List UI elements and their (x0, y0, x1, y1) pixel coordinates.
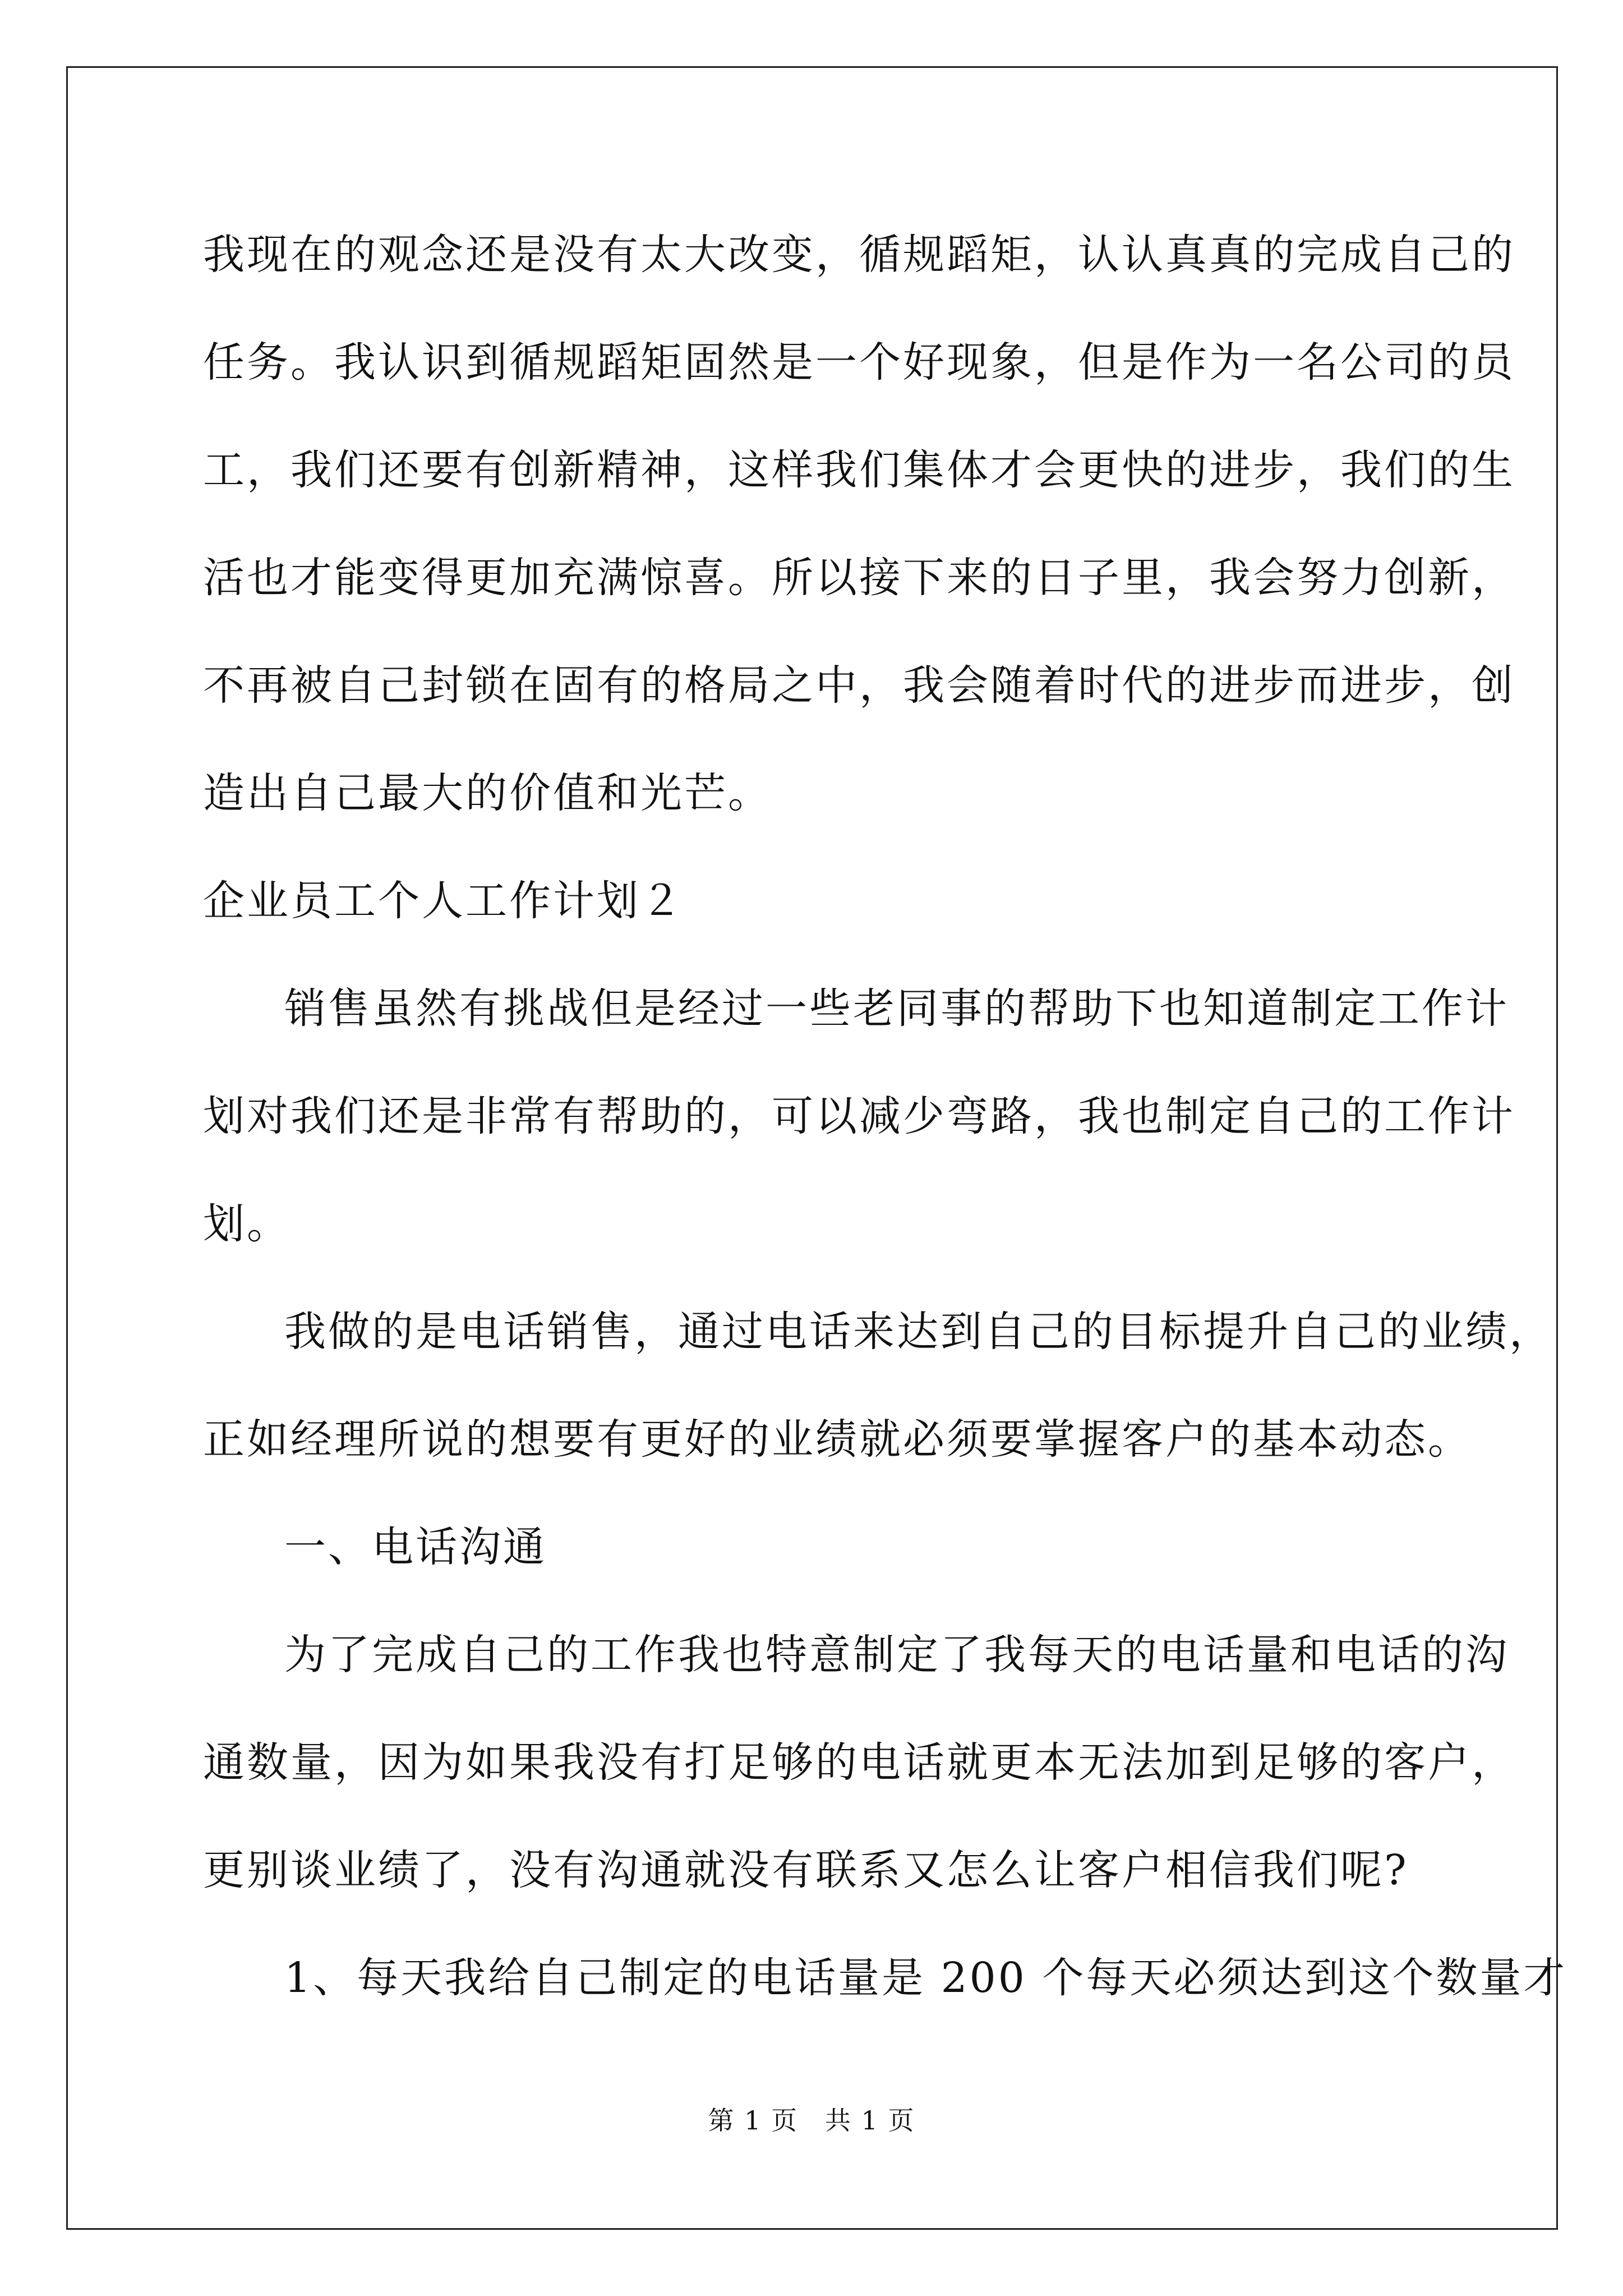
text-line: 更别谈业绩了，没有沟通就没有联系又怎么让客户相信我们呢? (203, 1846, 1409, 1894)
text-line: 我现在的观念还是没有太大改变，循规蹈矩，认认真真的完成自己的 (203, 231, 1515, 279)
page-footer: 第 1 页 共 1 页 (708, 2105, 915, 2136)
text-line: 销售虽然有挑战但是经过一些老同事的帮助下也知道制定工作计 (284, 984, 1509, 1033)
page-frame (66, 66, 1567, 2230)
subheading: 一、电话沟通 (284, 1523, 547, 1571)
text-line: 划对我们还是非常有帮助的，可以减少弯路，我也制定自己的工作计 (203, 1092, 1515, 1140)
section-heading: 企业员工个人工作计划２ (203, 877, 684, 925)
text-line: 活也才能变得更加充满惊喜。所以接下来的日子里，我会努力创新， (203, 554, 1515, 602)
text-line: 1、每天我给自己制定的电话量是 200 个每天必须达到这个数量才 (284, 1954, 1567, 2002)
text-line: 任务。我认识到循规蹈矩固然是一个好现象，但是作为一名公司的员 (203, 338, 1515, 386)
text-line: 我做的是电话销售，通过电话来达到自己的目标提升自己的业绩， (284, 1308, 1553, 1356)
text-line: 为了完成自己的工作我也特意制定了我每天的电话量和电话的沟 (284, 1631, 1509, 1679)
text-line: 正如经理所说的想要有更好的业绩就必须要掌握客户的基本动态。 (203, 1415, 1472, 1464)
text-line: 通数量，因为如果我没有打足够的电话就更本无法加到足够的客户， (203, 1738, 1515, 1787)
text-line: 造出自己最大的价值和光芒。 (203, 769, 772, 817)
text-line: 工，我们还要有创新精神，这样我们集体才会更快的进步，我们的生 (203, 446, 1515, 494)
text-line: 划。 (203, 1200, 291, 1248)
text-line: 不再被自己封锁在固有的格局之中，我会随着时代的进步而进步，创 (203, 661, 1515, 710)
